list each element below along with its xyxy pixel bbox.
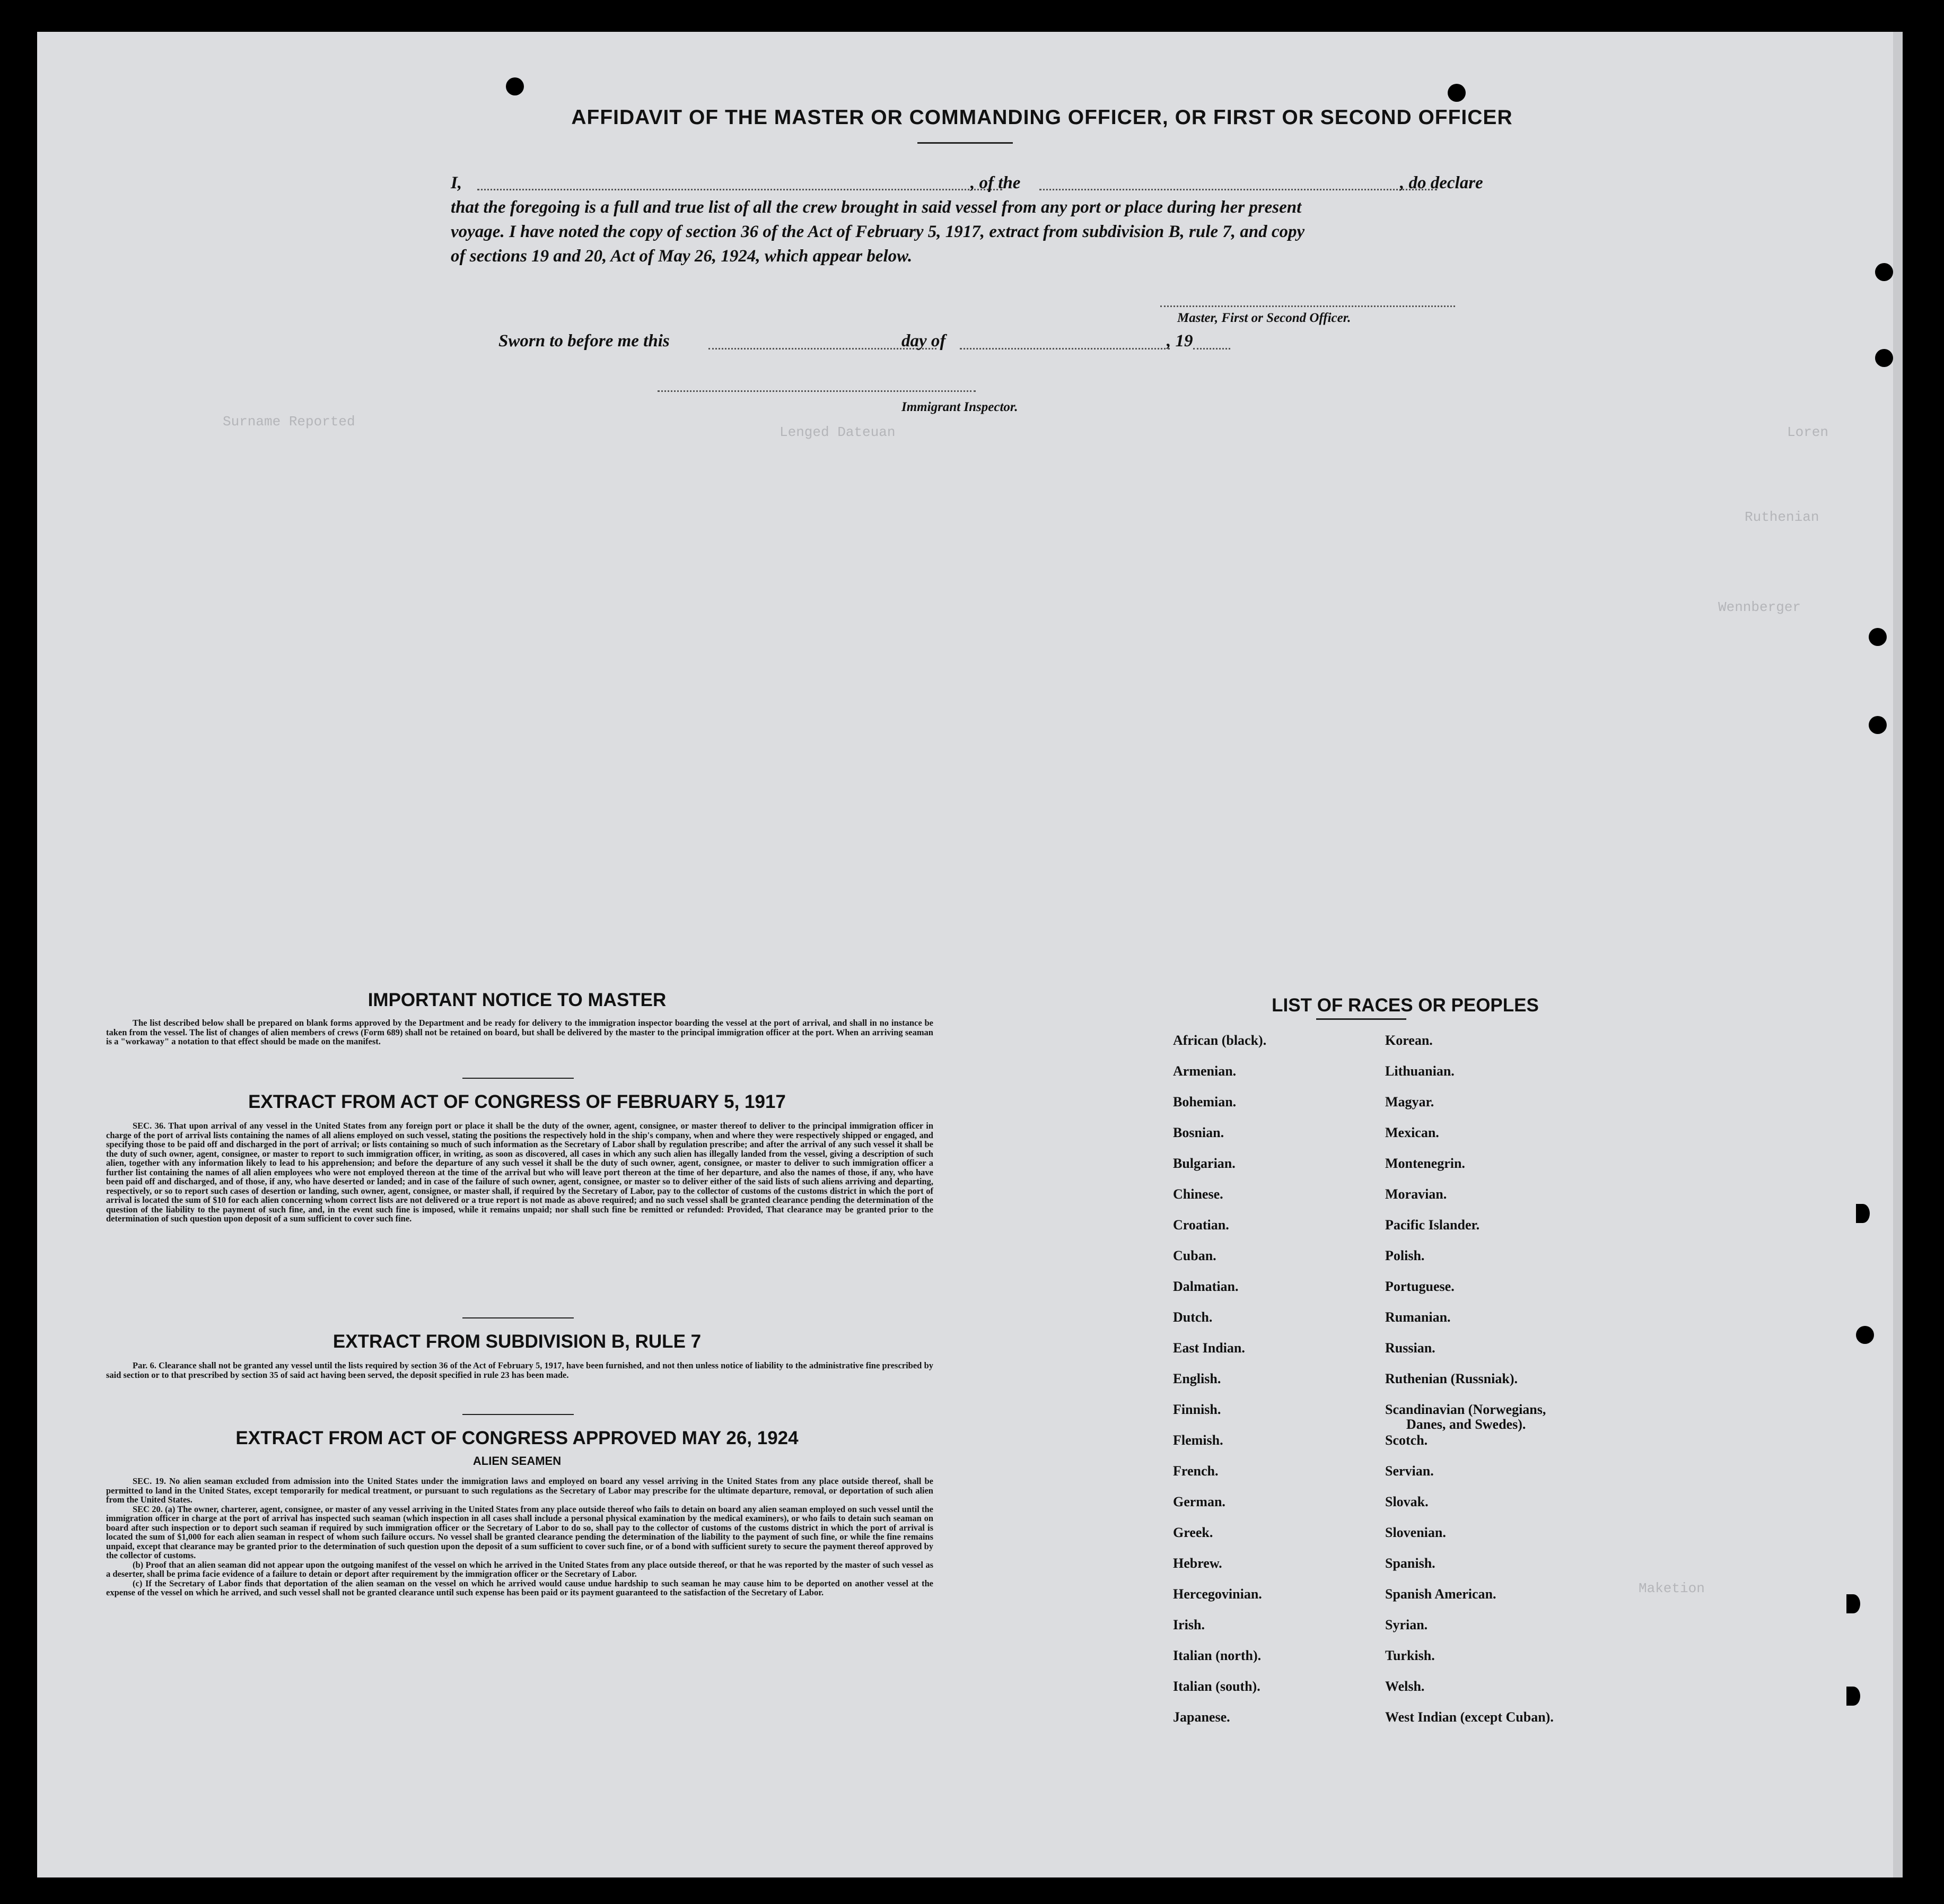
race-item: Finnish. bbox=[1173, 1402, 1221, 1417]
punch-hole bbox=[1875, 263, 1893, 281]
race-item: French. bbox=[1173, 1463, 1219, 1479]
race-item: Dutch. bbox=[1173, 1309, 1213, 1325]
races-right-column bbox=[1385, 1033, 1661, 1741]
race-item: Italian (south). bbox=[1173, 1679, 1260, 1694]
year-text: , 19 bbox=[1167, 331, 1193, 351]
punch-hole bbox=[1875, 349, 1893, 367]
affidavit-title: AFFIDAVIT OF THE MASTER OR COMMANDING OFFICER, OR FIRST OR SECOND OFFICER bbox=[571, 106, 1513, 129]
race-item: Mexican. bbox=[1385, 1125, 1439, 1140]
extract-rule7-body: Par. 6. Clearance shall not be granted any vessel until the lists required by section 36 of the Act of February 5, 1917, have been furnished, and not then unless notice of liability to the administrative fine prescribed by said section or to that prescribed by section 35 of said act having been served, the deposit specified in rule 23 has been made. bbox=[106, 1360, 933, 1380]
race-item: Bulgarian. bbox=[1173, 1156, 1236, 1171]
signature-line bbox=[1160, 305, 1455, 307]
master-label: Master, First or Second Officer. bbox=[1177, 311, 1351, 325]
race-item: Ruthenian (Russniak). bbox=[1385, 1371, 1518, 1386]
month-blank bbox=[960, 348, 1170, 350]
race-item: Spanish American. bbox=[1385, 1586, 1496, 1602]
affidavit-i: I, bbox=[451, 173, 462, 193]
alien-seamen-subtitle: ALIEN SEAMEN bbox=[472, 1454, 562, 1468]
race-item-line1: Scandinavian (Norwegians, bbox=[1385, 1402, 1546, 1417]
punch-hole bbox=[1448, 84, 1466, 102]
race-item: Servian. bbox=[1385, 1463, 1434, 1479]
affidavit-line2: that the foregoing is a full and true list of all the crew brought in said vessel from any port or place during her present bbox=[451, 198, 1302, 217]
year-blank bbox=[1193, 348, 1230, 350]
race-item: Italian (north). bbox=[1173, 1648, 1262, 1663]
race-item: Armenian. bbox=[1173, 1063, 1237, 1079]
sec19-text: SEC. 19. No alien seaman excluded from admission into the United States under the immigration laws and employed on board any vessel arriving in the United States from any place outside thereof, shall be permitted to land in the United States, except temporarily for medical treatment, or pursuant to such regulations as the Secretary of Labor may prescribe for the ultimate departure, removal, or deportation of such alien from the United States. bbox=[106, 1476, 933, 1505]
race-item: Croatian. bbox=[1173, 1217, 1229, 1233]
day-of-text: day of bbox=[901, 331, 946, 351]
inspector-line bbox=[658, 390, 976, 392]
race-item bbox=[1385, 1402, 1661, 1433]
race-item: East Indian. bbox=[1173, 1340, 1245, 1356]
race-item: Chinese. bbox=[1173, 1186, 1223, 1202]
race-item: Bosnian. bbox=[1173, 1125, 1224, 1140]
punch-hole bbox=[1846, 1594, 1860, 1613]
races-title-underline bbox=[1316, 1018, 1406, 1020]
race-item: Spanish. bbox=[1385, 1556, 1435, 1571]
race-item-line2: Danes, and Swedes). bbox=[1406, 1417, 1526, 1432]
punch-hole bbox=[1856, 1326, 1874, 1344]
race-item: Portuguese. bbox=[1385, 1279, 1455, 1294]
divider bbox=[462, 1078, 574, 1079]
race-item: Magyar. bbox=[1385, 1094, 1434, 1110]
race-item: German. bbox=[1173, 1494, 1225, 1509]
sworn-text: Sworn to before me this bbox=[498, 331, 670, 351]
punch-hole bbox=[506, 77, 524, 95]
notice-body: The list described below shall be prepared on blank forms approved by the Department and be ready for delivery to the immigration inspector boarding the vessel at the port of arrival, and shall in no instance be taken from the vessel. The list of changes of alien members of crews (Form 689) shall not be retained on board, but shall be delivered by the master to the principal immigration officer at the port. When an arriving seaman is a "workaway" a notation to that effect should be made on the manifest. bbox=[106, 1018, 933, 1046]
race-item: Syrian. bbox=[1385, 1617, 1428, 1632]
race-item: Japanese. bbox=[1173, 1709, 1230, 1725]
inspector-label: Immigrant Inspector. bbox=[901, 400, 1018, 414]
extract-1917-title: EXTRACT FROM ACT OF CONGRESS OF FEBRUARY 5, 1917 bbox=[248, 1091, 786, 1112]
race-item: Polish. bbox=[1385, 1248, 1425, 1263]
race-item: Slovak. bbox=[1385, 1494, 1429, 1509]
divider bbox=[917, 142, 1013, 144]
extract-1917-body: SEC. 36. That upon arrival of any vessel in the United States from any foreign port or place it shall be the duty of the owner, agent, consignee, or master thereof to deliver to the principal immigration officer in charge of the port of arrival lists containing the names of all aliens employed on such vessel, stating the positions the respectively hold in the ship's company, when and where they were respectively shipped or engaged, and specifying those to be paid off and discharged in the port of arrival; or lists containing so much of such information as the Secretary of Labor shall by regulation prescribe; and after the arrival of any such vessel it shall be the duty of such owner, agent, consignee, or master to report to such immigration officer, in writing, as soon as discovered, all cases in which any such alien has illegally landed from the vessel, giving a description of such alien, together with any information likely to lead to his apprehension; and before the departure of any such vessel it shall be the duty of such owner, agent, consignee, or master to deliver to such immigration officer a further list containing the names of all alien employees who were not employed thereon at the time of the arrival but who will leave port thereon at the time of her departure, and also the names of those, if any, who have been paid off and discharged, and of those, if any, who have deserted or landed; and in case of the failure of such owner, agent, consignee, or master so to deliver either of the said lists of such aliens arriving and departing, respectively, or so to report such cases of desertion or landing, such owner, agent, consignee, or master shall, if required by the Secretary of Labor, pay to the collector of customs of the customs district in which the port of arrival is located the sum of $10 for each alien concerning whom correct lists are not delivered or a true report is not made as above required; and no such vessel shall be granted clearance pending the determination of the question of the liability to the payment of such fine, and, in the event such fine is imposed, while it remains unpaid; nor shall such fine be remitted or refunded: Provided, That clearance may be granted prior to the determination of such question upon deposit of a sum sufficient to cover such fine. bbox=[106, 1121, 933, 1224]
race-item: Greek. bbox=[1173, 1525, 1213, 1540]
race-item: Lithuanian. bbox=[1385, 1063, 1455, 1079]
punch-hole bbox=[1869, 628, 1887, 646]
affidavit-declare: , do declare bbox=[1400, 173, 1483, 193]
name-blank bbox=[477, 189, 1002, 190]
vessel-blank bbox=[1039, 189, 1437, 190]
affidavit-line3: voyage. I have noted the copy of section 36 of the Act of February 5, 1917, extract from subdivision B, rule 7, and copy bbox=[451, 222, 1305, 241]
extract-rule7-title: EXTRACT FROM SUBDIVISION B, RULE 7 bbox=[332, 1331, 702, 1352]
extract-1924-title: EXTRACT FROM ACT OF CONGRESS APPROVED MAY 26, 1924 bbox=[235, 1428, 799, 1448]
sec20c-text: (c) If the Secretary of Labor finds that deportation of the alien seaman on the vessel on which he arrived would cause undue hardship to such seaman he may cause him to be deported on another vessel at the expense of the vessel on which he arrived, and such vessel shall not be granted clearance until such expense has been paid or its payment guaranteed to the satisfaction of the Secretary of Labor. bbox=[106, 1578, 933, 1597]
race-item: African (black). bbox=[1173, 1033, 1267, 1048]
race-item: Cuban. bbox=[1173, 1248, 1216, 1263]
race-item: Rumanian. bbox=[1385, 1309, 1451, 1325]
race-item: Pacific Islander. bbox=[1385, 1217, 1480, 1233]
race-item: Scotch. bbox=[1385, 1433, 1428, 1448]
extract-1924-body bbox=[106, 1477, 933, 1597]
document-sheet: Surname Reported Lenged Dateuan Loren Ruthenian Wennberger Maketion AFFIDAVIT OF THE MASTER OR COMMANDING OFFICER, OR FIRST OR SECOND OFFICER I, , of the , do declare that the foregoing is a full and true list of all the crew brought in said vessel from any port or place during her present voyage. I have noted the copy of section 36 of the Act of February 5, 1917, extract from subdivision B, rule 7, and copy of sections 19 and 20, Act of May 26, 1924, which appear below. Master, First or Second Officer. Sworn to before me this day of , 19 Immigrant Inspector. IMPORTANT NOTICE TO MASTER The list described below shall be prepared on blank forms approved by the Department and be ready for delivery to the immigration inspector boarding the vessel at the port of arrival, and shall in no instance be taken from the vessel. The list of changes of alien members of crews (Form 689) shall not be retained on board, but shall be delivered by the master to the principal immigration officer at the port. When an arriving seaman is a "workaway" a notation to that effect should be made on the manifest. EXTRACT FROM ACT OF CONGRESS OF FEBRUARY 5, 1917 SEC. 36. That upon arrival of any vessel in the United States from any foreign port or place it shall be the duty of the owner, agent, consignee, or master thereof to deliver to the principal immigration officer in charge of the port of arrival lists containing the names of all aliens employed on such vessel, stating the positions the respectively hold in the ship's company, when and where they were respectively shipped or engaged, and specifying those to be paid off and discharged in the port of arrival; or lists containing so much of such information as the Secretary of Labor shall by regulation prescribe; and after the arrival of any such vessel it shall be the duty of such owner, agent, consignee, or master to report to such immigration officer, in writing, as soon as discovered, all cases in which any such alien has illegally landed from the vessel, giving a description of such alien, together with any information likely to lead to his apprehension; and before the departure of any such vessel it shall be the duty of such owner, agent, consignee, or master to deliver to such immigration officer a further list containing the names of all alien employees who were not employed thereon at the time of the arrival but who will leave port thereon at the time of her departure, and also the names of those, if any, who have been paid off and discharged, and of those, if any, who have deserted or landed; and in case of the failure of such owner, agent, consignee, or master so to deliver either of the said lists of such aliens arriving and departing, respectively, or so to report such cases of desertion or landing, such owner, agent, consignee, or master shall, if required by the Secretary of Labor, pay to the collector of customs of the customs district in which the port of arrival is located the sum of $10 for each alien concerning whom correct lists are not delivered or a true report is not made as above required; and no such vessel shall be granted clearance pending the determination of the question of the liability to the payment of such fine, and, in the event such fine is imposed, while it remains unpaid; nor shall such fine be remitted or refunded: Provided, That clearance may be granted prior to the determination of such question upon deposit of a sum sufficient to cover such fine. EXTRACT FROM SUBDIVISION B, RULE 7 Par. 6. Clearance shall not be granted any vessel until the lists required by section 36 of the Act of February 5, 1917, have been furnished, and not then unless notice of liability to the administrative fine prescribed by said section or to that prescribed by section 35 of said act having been served, the deposit specified in rule 23 has been made. EXTRACT FROM ACT OF CONGRESS APPROVED MAY 26, 1924 ALIEN SEAMEN SEC. 19. No alien seaman excluded from admission into the United States under the immigration laws and employed on board any vessel arriving in the United States from any place outside thereof, shall be permitted to land in the United States, except temporarily for medical treatment, or pursuant to such regulations as the Secretary of Labor may prescribe for the ultimate departure, removal, or deportation of such alien from the United States. SEC 20. (a) The owner, charterer, agent, consignee, or master of any vessel arriving in the United States from any place outside thereof who fails to detain on board any alien seaman employed on such vessel until the immigration officer in charge at the port of arrival has inspected such seaman (which inspection in all cases shall include a personal physical examination by the medical examiners), or who fails to detain such seaman on board after such inspection or to deport such seaman if required by such immigration officer or the Secretary of Labor to do so, shall pay to the collector of customs of the customs district in which the port of arrival is located the sum of $1,000 for each alien seaman in respect of whom such failure occurs. No vessel shall be granted clearance pending the determination of the liability to the payment of such fine, or while the fine remains unpaid, except that clearance may be granted prior to the determination of such question upon the deposit of a sum sufficient to cover such fine, or of a bond with sufficient surety to secure the payment thereof approved by the collector of customs. (b) Proof that an alien seaman did not appear upon the outgoing manifest of the vessel on which he arrived in the United States from any place outside thereof, or that he was reported by the master of such vessel as a deserter, shall be prima facie evidence of a failure to detain or deport after requirement by the immigration officer or the Secretary of Labor. (c) If the Secretary of Labor finds that deportation of the alien seaman on the vessel on which he arrived would cause undue hardship to such seaman he may cause him to be deported on another vessel at the expense of the vessel on which he arrived, and such vessel shall not be granted clearance until such expense has been paid or its payment guaranteed to the satisfaction of the Secretary of Labor. LIST OF RACES OR PEOPLES African (black). Armenian. Bohemian. Bosnian. Bulgarian. Chinese. Croatian. Cuban. Dalmatian. Dutch. East Indian. English. Finnish. Flemish. French. German. Greek. Hebrew. Hercegovinian. Irish. Italian (north). Italian (south). Japanese. Korean. Lithuanian. Magyar. Mexican. Montenegrin. Moravian. Pacific Islander. Polish. Portuguese. Rumanian. Russian. Ruthenian (Russniak). Scandinavian (Norwegians, Danes, and Swedes). Scotch. Servian. Slovak. Slovenian. Spanish. Spanish American. Syrian. Turkish. Welsh. West Indian (except Cuban). bbox=[37, 32, 1903, 1877]
sec20a-text: SEC 20. (a) The owner, charterer, agent, consignee, or master of any vessel arriving in the United States from any place outside thereof who fails to detain on board any alien seaman employed on such vessel until the immigration officer in charge at the port of arrival has inspected such seaman (which inspection in all cases shall include a personal physical examination by the medical examiners), or who fails to detain such seaman on board after such inspection or to deport such seaman if required by such immigration officer or the Secretary of Labor to do so, shall pay to the collector of customs of the customs district in which the port of arrival is located the sum of $1,000 for each alien seaman in respect of whom such failure occurs. No vessel shall be granted clearance pending the determination of the liability to the payment of such fine, or while the fine remains unpaid, except that clearance may be granted prior to the determination of such question upon the deposit of a sum sufficient to cover such fine, or of a bond with sufficient surety to secure the payment thereof approved by the collector of customs. bbox=[106, 1504, 933, 1560]
race-item: Slovenian. bbox=[1385, 1525, 1446, 1540]
punch-hole bbox=[1869, 716, 1887, 734]
divider bbox=[462, 1317, 574, 1318]
race-item: Welsh. bbox=[1385, 1679, 1425, 1694]
race-item: Hebrew. bbox=[1173, 1556, 1222, 1571]
race-item: Bohemian. bbox=[1173, 1094, 1237, 1110]
races-left-column bbox=[1173, 1033, 1364, 1741]
races-title: LIST OF RACES OR PEOPLES bbox=[1272, 995, 1539, 1016]
divider bbox=[462, 1414, 574, 1415]
race-item: Flemish. bbox=[1173, 1433, 1223, 1448]
sec20b-text: (b) Proof that an alien seaman did not appear upon the outgoing manifest of the vessel on which he arrived in the United States from any place outside thereof, or that he was reported by the master of such vessel as a deserter, shall be prima facie evidence of a failure to detain or deport after requirement by the immigration officer or the Secretary of Labor. bbox=[106, 1559, 933, 1579]
punch-hole bbox=[1856, 1204, 1870, 1223]
race-item: Moravian. bbox=[1385, 1186, 1447, 1202]
race-item: Hercegovinian. bbox=[1173, 1586, 1262, 1602]
race-item: Dalmatian. bbox=[1173, 1279, 1239, 1294]
race-item: Montenegrin. bbox=[1385, 1156, 1465, 1171]
affidavit-line4: of sections 19 and 20, Act of May 26, 1924, which appear below. bbox=[451, 247, 913, 266]
race-item: Russian. bbox=[1385, 1340, 1435, 1356]
punch-hole bbox=[1846, 1687, 1860, 1706]
race-item: English. bbox=[1173, 1371, 1221, 1386]
race-item: Irish. bbox=[1173, 1617, 1205, 1632]
race-item: Korean. bbox=[1385, 1033, 1433, 1048]
affidavit-of-the: , of the bbox=[970, 173, 1021, 193]
race-item: West Indian (except Cuban). bbox=[1385, 1709, 1554, 1725]
race-item: Turkish. bbox=[1385, 1648, 1435, 1663]
notice-title: IMPORTANT NOTICE TO MASTER bbox=[367, 990, 667, 1010]
